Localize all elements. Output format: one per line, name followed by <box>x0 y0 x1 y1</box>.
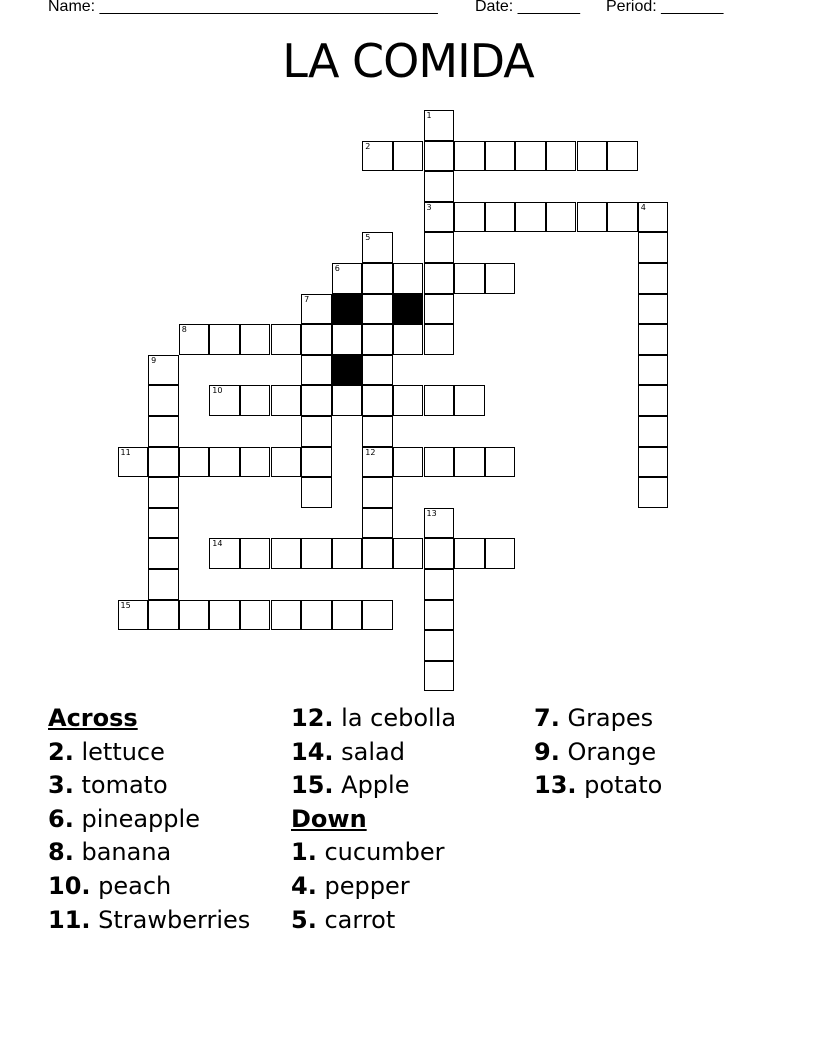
clue-down-9: 9. Orange <box>534 737 657 766</box>
grid-cell[interactable] <box>271 385 302 416</box>
grid-cell[interactable] <box>362 447 393 478</box>
grid-cell[interactable] <box>424 324 455 355</box>
grid-cell[interactable] <box>179 324 210 355</box>
grid-cell[interactable] <box>148 508 179 539</box>
clue-across-6: 6. pineapple <box>48 804 200 833</box>
grid-cell[interactable] <box>240 385 271 416</box>
grid-cell[interactable] <box>577 202 608 233</box>
clue-across-12: 12. la cebolla <box>291 704 457 732</box>
grid-cell[interactable] <box>118 447 149 478</box>
page-title: LA COMIDA <box>282 34 534 88</box>
grid-cell[interactable] <box>393 447 424 478</box>
grid-cell[interactable] <box>148 355 179 386</box>
clue-column-3 <box>534 702 662 803</box>
grid-cell[interactable] <box>638 477 669 508</box>
clue-down-1: 1. cucumber <box>291 838 445 867</box>
clue-number: 9 <box>151 355 157 365</box>
grid-cell[interactable] <box>179 447 210 478</box>
grid-cell[interactable] <box>424 171 455 202</box>
grid-cell[interactable] <box>332 600 363 631</box>
period-field[interactable]: Period: _______ <box>606 0 724 15</box>
grid-cell[interactable] <box>424 232 455 263</box>
grid-cell[interactable] <box>362 385 393 416</box>
clue-number: 12 <box>365 447 376 457</box>
clue-down-5: 5. carrot <box>291 905 396 934</box>
grid-cell[interactable] <box>301 385 332 416</box>
grid-cell[interactable] <box>240 600 271 631</box>
grid-cell[interactable] <box>271 538 302 569</box>
grid-cell[interactable] <box>148 538 179 569</box>
grid-cell[interactable] <box>179 600 210 631</box>
date-field[interactable]: Date: _______ <box>475 0 580 15</box>
grid-cell[interactable] <box>271 324 302 355</box>
down-heading: Down <box>291 804 367 833</box>
clue-number: 3 <box>426 202 432 212</box>
grid-cell[interactable] <box>301 538 332 569</box>
grid-cell[interactable] <box>301 416 332 447</box>
clue-number: 13 <box>426 508 437 518</box>
clue-across-15: 15. Apple <box>291 771 410 800</box>
grid-cell[interactable] <box>638 447 669 478</box>
grid-cell[interactable] <box>424 569 455 600</box>
clue-number: 7 <box>304 294 310 304</box>
grid-cell[interactable] <box>362 600 393 631</box>
clue-number: 10 <box>212 386 223 396</box>
grid-cell[interactable] <box>515 141 546 172</box>
grid-cell[interactable] <box>424 110 455 141</box>
grid-cell[interactable] <box>424 508 455 539</box>
grid-cell[interactable] <box>424 630 455 661</box>
clue-number: 11 <box>120 447 131 457</box>
grid-cell[interactable] <box>485 202 516 233</box>
grid-cell[interactable] <box>424 385 455 416</box>
grid-cell[interactable] <box>240 324 271 355</box>
grid-cell[interactable] <box>301 600 332 631</box>
clue-across-2: 2. lettuce <box>48 737 165 766</box>
grid-cell[interactable] <box>485 538 516 569</box>
grid-cell[interactable] <box>240 447 271 478</box>
grid-cell[interactable] <box>271 600 302 631</box>
clue-across-11: 11. Strawberries <box>48 905 251 934</box>
grid-cell[interactable] <box>362 324 393 355</box>
grid-cell[interactable] <box>332 324 363 355</box>
grid-cell[interactable] <box>209 447 240 478</box>
grid-cell[interactable] <box>454 538 485 569</box>
clue-across-10: 10. peach <box>48 871 172 900</box>
clue-number: 15 <box>120 600 131 610</box>
grid-cell[interactable] <box>454 202 485 233</box>
grid-cell[interactable] <box>424 294 455 325</box>
grid-cell[interactable] <box>454 263 485 294</box>
grid-cell[interactable] <box>271 447 302 478</box>
grid-cell[interactable] <box>148 416 179 447</box>
grid-cell[interactable] <box>362 508 393 539</box>
grid-cell[interactable] <box>424 600 455 631</box>
grid-cell[interactable] <box>362 477 393 508</box>
grid-cell[interactable] <box>638 202 669 233</box>
grid-cell[interactable] <box>301 447 332 478</box>
across-heading: Across <box>48 704 138 732</box>
grid-cell[interactable] <box>148 600 179 631</box>
grid-cell[interactable] <box>607 202 638 233</box>
grid-cell[interactable] <box>362 263 393 294</box>
clue-column-1 <box>48 702 250 937</box>
grid-cell[interactable] <box>393 324 424 355</box>
grid-cell[interactable] <box>515 202 546 233</box>
grid-cell[interactable] <box>332 538 363 569</box>
grid-cell[interactable] <box>148 477 179 508</box>
clue-number: 8 <box>181 325 187 335</box>
clue-number: 1 <box>426 111 432 120</box>
grid-cell[interactable] <box>362 355 393 386</box>
grid-cell[interactable] <box>638 355 669 386</box>
grid-cell[interactable] <box>148 447 179 478</box>
grid-cell[interactable] <box>424 202 455 233</box>
grid-cell[interactable] <box>424 661 455 692</box>
grid-cell[interactable] <box>424 447 455 478</box>
clue-down-7: 7. Grapes <box>534 704 654 732</box>
grid-cell[interactable] <box>485 447 516 478</box>
grid-cell[interactable] <box>454 447 485 478</box>
grid-cell[interactable] <box>362 538 393 569</box>
grid-cell[interactable] <box>362 294 393 325</box>
grid-cell[interactable] <box>638 232 669 263</box>
clue-number: 4 <box>640 202 646 212</box>
clue-across-14: 14. salad <box>291 737 405 766</box>
grid-cell[interactable] <box>118 600 149 631</box>
clue-down-4: 4. pepper <box>291 871 410 900</box>
grid-cell[interactable] <box>424 141 455 172</box>
grid-cell[interactable] <box>454 141 485 172</box>
grid-cell[interactable] <box>638 385 669 416</box>
black-square <box>393 294 424 325</box>
grid-cell[interactable] <box>209 538 240 569</box>
clue-number: 5 <box>365 233 371 243</box>
clue-number: 6 <box>334 264 340 273</box>
grid-cell[interactable] <box>301 477 332 508</box>
grid-cell[interactable] <box>393 538 424 569</box>
clue-number: 2 <box>365 141 371 151</box>
clue-across-3: 3. tomato <box>48 771 168 800</box>
grid-cell[interactable] <box>393 141 424 172</box>
grid-cell[interactable] <box>301 324 332 355</box>
grid-cell[interactable] <box>362 232 393 263</box>
name-field[interactable]: Name: ______________________________________ <box>48 0 438 15</box>
grid-cell[interactable] <box>638 416 669 447</box>
grid-cell[interactable] <box>638 263 669 294</box>
grid-cell[interactable] <box>362 141 393 172</box>
grid-cell[interactable] <box>485 141 516 172</box>
grid-cell[interactable] <box>485 263 516 294</box>
grid-cell[interactable] <box>240 538 271 569</box>
grid-cell[interactable] <box>148 569 179 600</box>
grid-cell[interactable] <box>393 263 424 294</box>
grid-cell[interactable] <box>332 385 363 416</box>
grid-cell[interactable] <box>301 294 332 325</box>
grid-cell[interactable] <box>148 385 179 416</box>
grid-cell[interactable] <box>638 324 669 355</box>
black-square <box>332 355 363 386</box>
grid-cell[interactable] <box>546 202 577 233</box>
grid-cell[interactable] <box>607 141 638 172</box>
grid-cell[interactable] <box>454 385 485 416</box>
clue-across-8: 8. banana <box>48 838 172 867</box>
clue-number: 14 <box>212 539 223 549</box>
clue-column-2 <box>291 702 456 937</box>
grid-cell[interactable] <box>332 263 363 294</box>
grid-cell[interactable] <box>209 385 240 416</box>
clue-down-13: 13. potato <box>534 771 663 800</box>
black-square <box>332 294 363 325</box>
grid-cell[interactable] <box>424 263 455 294</box>
grid-cell[interactable] <box>638 294 669 325</box>
grid-cell[interactable] <box>546 141 577 172</box>
grid-cell[interactable] <box>362 416 393 447</box>
grid-cell[interactable] <box>577 141 608 172</box>
grid-cell[interactable] <box>393 385 424 416</box>
grid-cell[interactable] <box>424 538 455 569</box>
grid-cell[interactable] <box>301 355 332 386</box>
grid-cell[interactable] <box>209 600 240 631</box>
grid-cell[interactable] <box>209 324 240 355</box>
